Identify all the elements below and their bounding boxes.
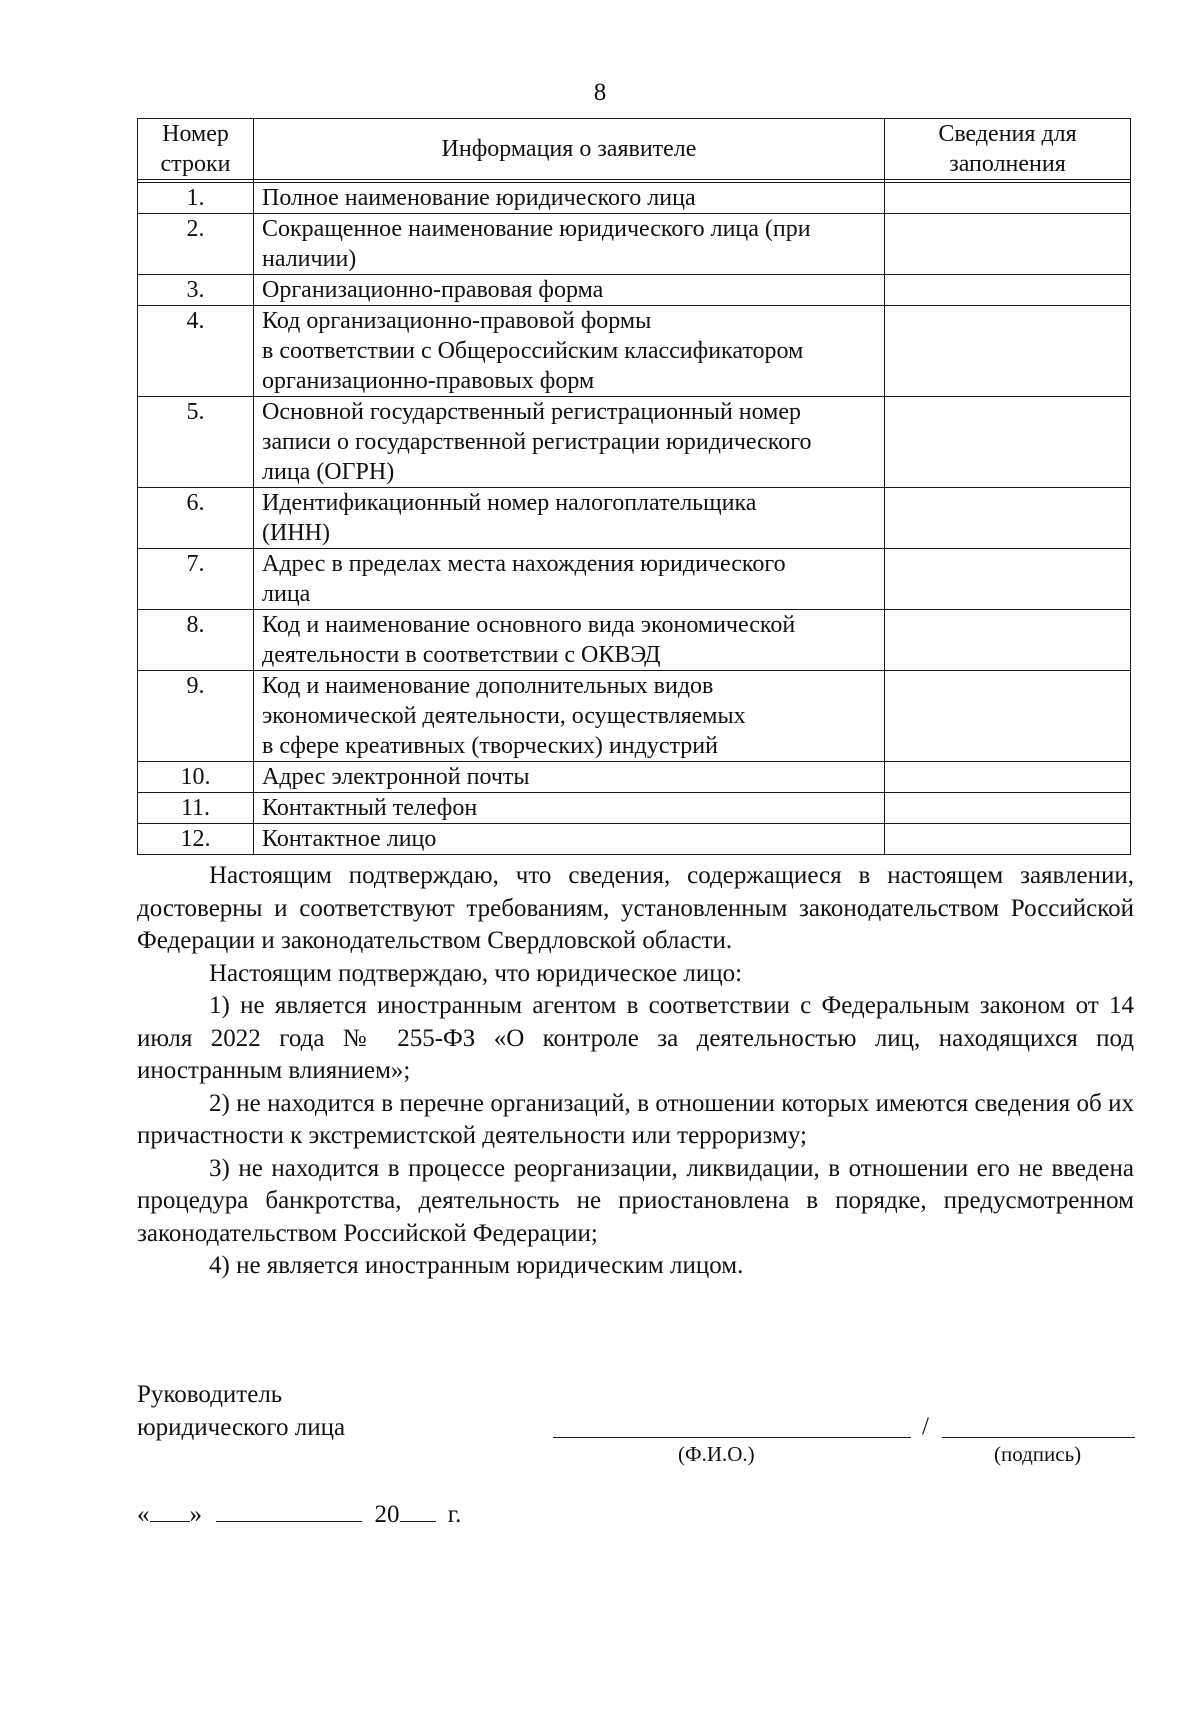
row-info (254, 762, 885, 793)
row-number: 3. (138, 275, 254, 306)
header-fill-line2: заполнения (949, 151, 1066, 177)
row-info (254, 214, 885, 275)
table-header-row (138, 119, 1131, 180)
row-number: 11. (138, 793, 254, 824)
month-blank[interactable] (216, 1499, 362, 1522)
row-info-line: Код и наименование дополнительных видов (262, 673, 714, 699)
table-row (138, 397, 1131, 488)
row-info (254, 549, 885, 610)
header-fill-info (885, 119, 1131, 180)
signature-label: (подпись) (994, 1442, 1082, 1466)
header-fill-line1: Сведения для (938, 121, 1077, 147)
table-row (138, 183, 1131, 214)
signatory-role-line1: Руководитель (137, 1381, 283, 1408)
row-fill-cell[interactable] (885, 610, 1131, 671)
date-open-quote: « (137, 1501, 150, 1528)
day-blank[interactable] (150, 1499, 190, 1522)
signature-separator: / (922, 1413, 929, 1440)
row-info-line: Полное наименование юридического лица (262, 185, 696, 211)
row-number: 5. (138, 397, 254, 488)
year-prefix: 20 (374, 1501, 400, 1528)
declaration-item-3: 3) не находится в процессе реорганизации, ликвидации, в отношении его не введена процедура банкротства, деятельность не приостановлена в порядке, предусмотренном законодательством Российской Федерации; (137, 1154, 1134, 1247)
header-row-number-line2: строки (160, 151, 231, 177)
table-row (138, 306, 1131, 397)
row-info-line: наличии) (262, 246, 357, 272)
row-fill-cell[interactable] (885, 397, 1131, 488)
row-info-line: (ИНН) (262, 520, 330, 546)
declaration-item-4: 4) не является иностранным юридическим лицом. (209, 1252, 744, 1279)
table-row (138, 610, 1131, 671)
row-info (254, 306, 885, 397)
row-info-line: в соответствии с Общероссийским классификатором (262, 338, 804, 364)
row-fill-cell[interactable] (885, 762, 1131, 793)
applicant-info-table (137, 118, 1131, 855)
row-info-line: лица (ОГРН) (262, 459, 395, 485)
page-number: 8 (593, 79, 607, 106)
header-row-number-line1: Номер (162, 121, 229, 147)
signatory-role (137, 1378, 345, 1444)
table-row (138, 824, 1131, 855)
row-info-line: Организационно-правовая форма (262, 277, 604, 303)
table-row (138, 793, 1131, 824)
row-number: 1. (138, 183, 254, 214)
table-row (138, 762, 1131, 793)
row-number: 2. (138, 214, 254, 275)
date-line (137, 1499, 461, 1531)
row-info (254, 275, 885, 306)
row-info-line: Контактное лицо (262, 826, 437, 852)
row-number: 6. (138, 488, 254, 549)
declaration-item-2: 2) не находится в перечне организаций, в отношении которых имеются сведения об их причастности к экстремистской деятельности или терроризму; (137, 1089, 1134, 1149)
row-number: 9. (138, 671, 254, 762)
row-info (254, 793, 885, 824)
row-info-line: экономической деятельности, осуществляемых (262, 703, 746, 729)
row-info-line: Сокращенное наименование юридического лица (при (262, 216, 811, 242)
row-info-line: Адрес электронной почты (262, 764, 530, 790)
fio-label: (Ф.И.О.) (678, 1442, 755, 1466)
header-applicant-info: Информация о заявителе (254, 119, 885, 180)
row-fill-cell[interactable] (885, 549, 1131, 610)
row-info (254, 397, 885, 488)
year-suffix: г. (447, 1501, 462, 1528)
date-close-quote: » (189, 1501, 202, 1528)
row-info-line: Идентификационный номер налогоплательщика (262, 490, 757, 516)
row-number: 4. (138, 306, 254, 397)
row-info-line: Код организационно-правовой формы (262, 308, 652, 334)
row-fill-cell[interactable] (885, 488, 1131, 549)
table-row (138, 488, 1131, 549)
row-info (254, 488, 885, 549)
fio-blank-line[interactable] (553, 1437, 911, 1438)
row-info (254, 824, 885, 855)
row-fill-cell[interactable] (885, 275, 1131, 306)
declaration-item-1: 1) не является иностранным агентом в соответствии с Федеральным законом от 14 июля 2022 года № 255-ФЗ «О контроле за деятельностью лиц, находящихся под иностранным влиянием»; (137, 992, 1134, 1084)
row-fill-cell[interactable] (885, 824, 1131, 855)
declaration-text (137, 860, 1134, 1283)
table-row (138, 214, 1131, 275)
signature-blank-line[interactable] (942, 1437, 1135, 1438)
table-row (138, 275, 1131, 306)
row-fill-cell[interactable] (885, 183, 1131, 214)
row-info-line: записи о государственной регистрации юридического (262, 429, 812, 455)
row-number: 7. (138, 549, 254, 610)
row-fill-cell[interactable] (885, 214, 1131, 275)
row-info-line: в сфере креативных (творческих) индустрий (262, 733, 718, 759)
row-fill-cell[interactable] (885, 793, 1131, 824)
row-fill-cell[interactable] (885, 671, 1131, 762)
year-blank[interactable] (400, 1499, 436, 1522)
row-info-line: Основной государственный регистрационный номер (262, 399, 802, 425)
table-row (138, 549, 1131, 610)
declaration-paragraph-2: Настоящим подтверждаю, что юридическое лицо: (209, 959, 743, 987)
row-number: 10. (138, 762, 254, 793)
row-number: 12. (138, 824, 254, 855)
row-info-line: лица (262, 581, 311, 607)
row-info-line: Контактный телефон (262, 795, 478, 821)
row-info-line: организационно-правовых форм (262, 368, 595, 394)
row-info-line: Код и наименование основного вида экономической (262, 612, 796, 638)
declaration-paragraph-1: Настоящим подтверждаю, что сведения, содержащиеся в настоящем заявлении, достоверны и соответствуют требованиям, установленным законодательством Российской Федерации и законодательством Свердловской области. (137, 862, 1134, 954)
row-info-line: деятельности в соответствии с ОКВЭД (262, 642, 661, 668)
header-row-number (138, 119, 254, 180)
row-number: 8. (138, 610, 254, 671)
row-info (254, 183, 885, 214)
row-info-line: Адрес в пределах места нахождения юридического (262, 551, 786, 577)
table-row (138, 671, 1131, 762)
signatory-role-line2: юридического лица (137, 1414, 346, 1441)
row-info (254, 610, 885, 671)
row-info (254, 671, 885, 762)
row-fill-cell[interactable] (885, 306, 1131, 397)
